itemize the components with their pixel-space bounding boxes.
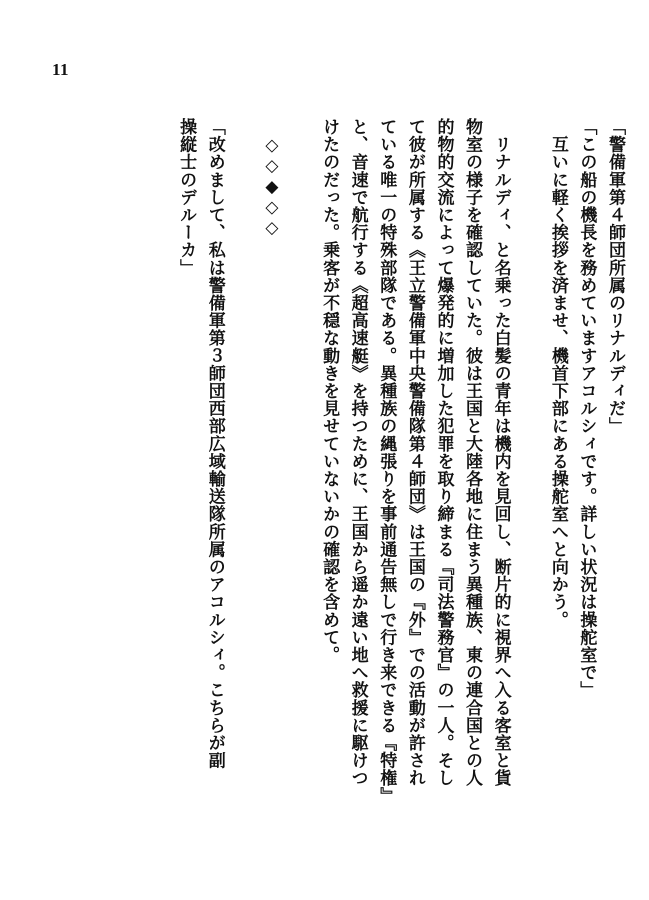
text-line: 的物的交流によって爆発的に増加した犯罪を取り締まる『司法警務官』の一人。そし [433,118,454,787]
text-line: 互いに軽く挨拶を済ませ、機首下部にある操舵室へと向かう。 [547,118,568,629]
text-line: 操縦士のデルーカ」 [176,118,197,277]
blank-line [286,118,315,838]
text-line: 「改めまして、私は警備軍第３師団西部広域輸送隊所属のアコルシィ。こちらが副 [204,118,225,770]
vertical-text-body [19,118,629,838]
text-line: と、音速で航行する《超高速艇》を持つために、王国から遥か遠い地へ救援に駆けつ [347,118,368,787]
blank-line [229,118,258,838]
text-line: ている唯一の特殊部隊である。異種族の縄張りを事前通告無しで行き来できる『特権』 [376,118,397,805]
text-line: て彼が所属する《王立警備軍中央警備隊第４師団》は王国の『外』での活動が許され [404,118,425,787]
text-line: 「警備軍第４師団所属のリナルディだ」 [605,118,625,435]
page-number: 11 [52,60,70,79]
text-line: けたのだった。乗客が不穏な動きを見せていないかの確認を含めて。 [319,118,340,664]
blank-line [515,118,544,838]
text-line: リナルディ、と名乗った白髪の青年は機内を見回し、断片的に視界へ入る客室と貨 [490,118,511,787]
text-line: 物室の様子を確認していた。彼は王国と大陸各地に住まう異種族、東の連合国との人 [462,118,483,787]
scene-break: ◇◇◆◇◇ [261,118,282,239]
text-line: 「この船の機長を務めていますアコルシィです。詳しい状況は操舵室で」 [576,118,597,699]
